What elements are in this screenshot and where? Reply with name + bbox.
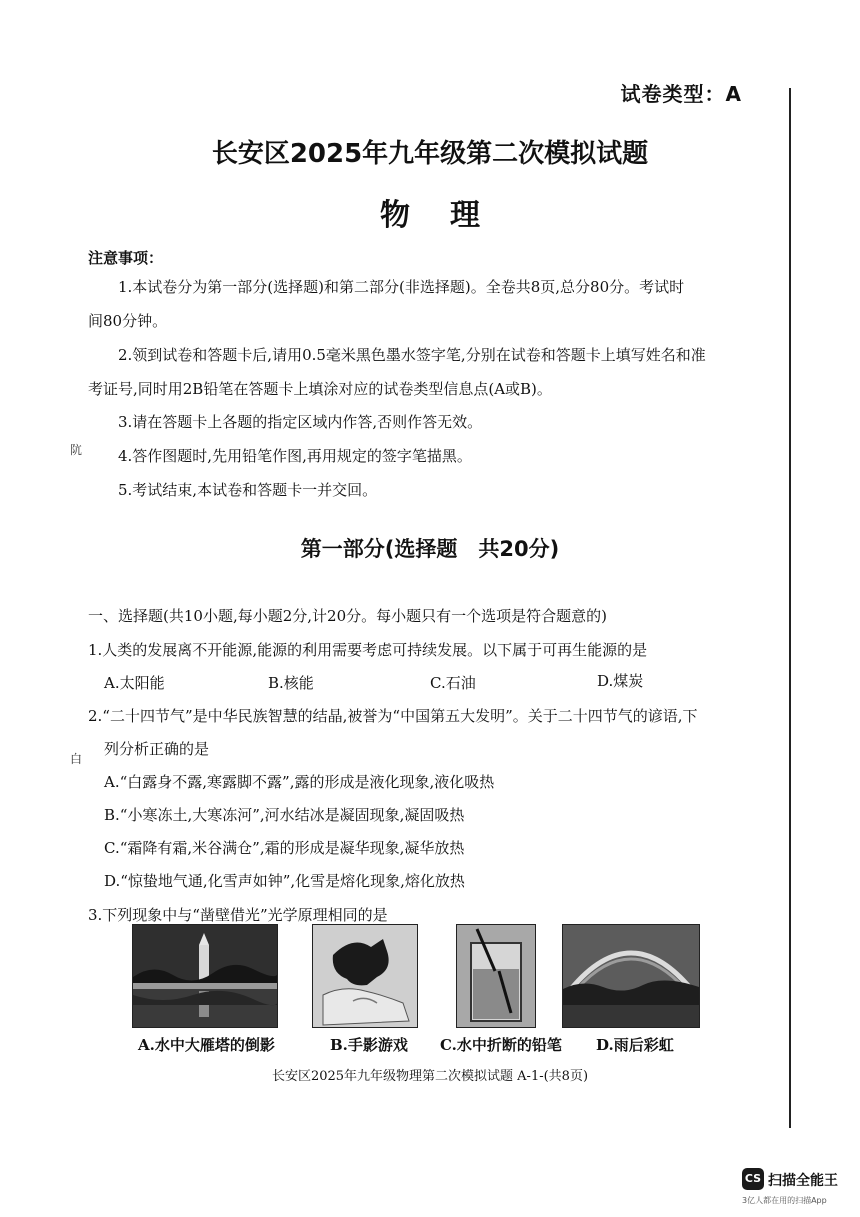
q2-stem-line1: 2.“二十四节气”是中华民族智慧的结晶,被誉为“中国第五大发明”。关于二十四节气的谚语,下 (88, 707, 698, 725)
camscanner-logo-icon: CS (742, 1168, 764, 1190)
note-line-3: 3.请在答题卡上各题的指定区域内作答,否则作答无效。 (118, 413, 483, 431)
q2-option-c: C.“霜降有霜,米谷满仓”,霜的形成是凝华现象,凝华放热 (104, 839, 465, 857)
q1-stem: 1.人类的发展离不开能源,能源的利用需要考虑可持续发展。以下属于可再生能源的是 (88, 641, 648, 659)
page-footer: 长安区2025年九年级物理第二次模拟试题 A-1-(共8页) (271, 1069, 589, 1084)
photo-rainbow (562, 924, 700, 1028)
photo-hand-shadow (312, 924, 418, 1028)
q3-caption-c: C.水中折断的铅笔 (440, 1036, 562, 1054)
notes-heading: 注意事项： (88, 249, 164, 267)
exam-title: 长安区2025年九年级第二次模拟试题 (211, 139, 649, 169)
camscanner-tagline: 3亿人都在用的扫描App (742, 1196, 827, 1205)
note-line-1-cont: 间80分钟。 (88, 312, 168, 330)
q1-option-b: B.核能 (268, 674, 314, 692)
part1-title: 第一部分(选择题 共20分) (300, 537, 560, 561)
note-line-2-cont: 考证号,同时用2B铅笔在答题卡上填涂对应的试卷类型信息点(A或B)。 (88, 380, 552, 398)
margin-mark-1: 阬 (70, 443, 83, 457)
q2-option-a: A.“白露身不露,寒露脚不露”,露的形成是液化现象,液化吸热 (104, 773, 495, 791)
q1-option-c: C.石油 (430, 674, 476, 692)
note-line-2: 2.领到试卷和答题卡后,请用0.5毫米黑色墨水签字笔,分别在试卷和答题卡上填写姓名和准 (118, 346, 706, 364)
paper-type-label: 试卷类型：A (620, 82, 742, 106)
section-intro: 一、选择题(共10小题,每小题2分,计20分。每小题只有一个选项是符合题意的) (88, 607, 607, 625)
q2-option-b: B.“小寒冻土,大寒冻河”,河水结冰是凝固现象,凝固吸热 (104, 806, 465, 824)
q2-option-d: D.“惊蛰地气通,化雪声如钟”,化雪是熔化现象,熔化放热 (104, 872, 465, 890)
camscanner-name: 扫描全能王 (768, 1173, 838, 1189)
q3-caption-b: B.手影游戏 (330, 1036, 408, 1054)
q1-option-a: A.太阳能 (104, 674, 165, 692)
q2-stem-line2: 列分析正确的是 (104, 740, 210, 758)
q1-option-d: D.煤炭 (597, 672, 644, 690)
note-line-4: 4.答作图题时,先用铅笔作图,再用规定的签字笔描黑。 (118, 447, 472, 465)
q3-caption-d: D.雨后彩虹 (596, 1036, 674, 1054)
q3-stem: 3.下列现象中与“凿壁借光”光学原理相同的是 (88, 906, 388, 924)
photo-pagoda-reflection (132, 924, 278, 1028)
subject-title: 物理 (380, 198, 520, 233)
margin-mark-2: 白 (70, 752, 83, 766)
right-margin-rule (789, 88, 791, 1128)
note-line-5: 5.考试结束,本试卷和答题卡一并交回。 (118, 481, 378, 499)
q3-caption-a: A.水中大雁塔的倒影 (138, 1036, 275, 1054)
photo-pencil-in-water (456, 924, 536, 1028)
note-line-1: 1.本试卷分为第一部分(选择题)和第二部分(非选择题)。全卷共8页,总分80分。考试时 (118, 278, 685, 296)
